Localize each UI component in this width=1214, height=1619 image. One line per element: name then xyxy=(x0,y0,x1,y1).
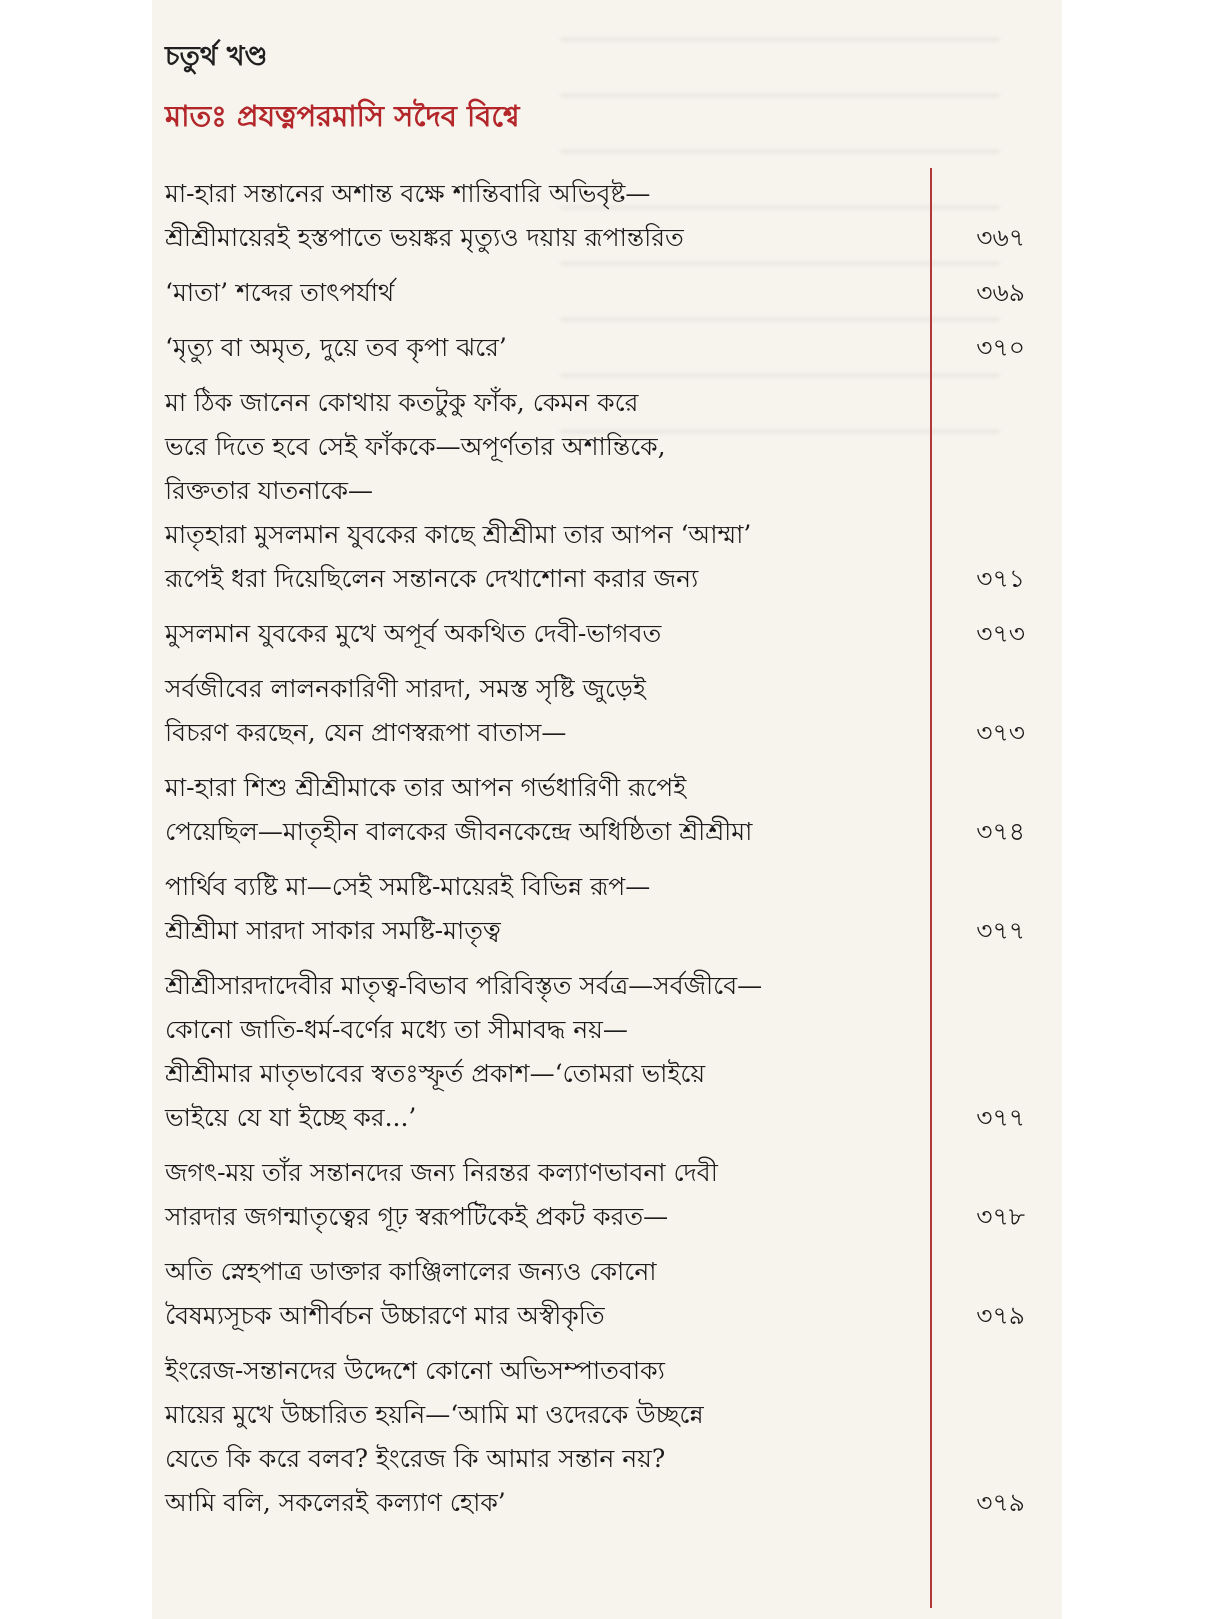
toc-page-number: ৩৭৩ xyxy=(976,619,1025,648)
toc-page-number: ৩৭৩ xyxy=(976,718,1025,747)
toc-entry-text-line: মা-হারা সন্তানের অশান্ত বক্ষে শান্তিবারি অভিবৃষ্ট— xyxy=(165,179,651,208)
toc-entry-text-line: রূপেই ধরা দিয়েছিলেন সন্তানকে দেখাশোনা করার জন্য xyxy=(165,564,699,593)
toc-page-number: ৩৭০ xyxy=(976,333,1025,362)
toc-entry-text-line: ইংরেজ-সন্তানদের উদ্দেশে কোনো অভিসম্পাতবাক্য xyxy=(165,1356,665,1385)
toc-entry-text-line: সারদার জগন্মাতৃত্বের গূঢ় স্বরূপটিকেই প্রকট করত— xyxy=(165,1202,669,1231)
toc-entry-text-line: অতি স্নেহপাত্র ডাক্তার কাঞ্জিলালের জন্যও কোনো xyxy=(165,1257,657,1286)
toc-entry-text-line: ভাইয়ে যে যা ইচ্ছে কর...’ xyxy=(165,1103,417,1132)
toc-entry xyxy=(165,766,1025,854)
toc-page-number: ৩৬৯ xyxy=(976,278,1025,307)
toc-entry xyxy=(165,326,1025,370)
toc-page-number: ৩৭১ xyxy=(976,564,1025,593)
section-title: মাতঃ প্রযত্নপরমাসি সদৈব বিশ্বে xyxy=(165,99,520,133)
toc-entry xyxy=(165,1151,1025,1239)
toc-entry-text-line: মা ঠিক জানেন কোথায় কতটুকু ফাঁক, কেমন করে xyxy=(165,388,639,417)
toc-entry xyxy=(165,865,1025,953)
toc-entry-text-line: মায়ের মুখে উচ্চারিত হয়নি—‘আমি মা ওদেরকে উচ্ছন্নে xyxy=(165,1400,704,1429)
toc-entry-text-line: বিচরণ করছেন, যেন প্রাণস্বরূপা বাতাস— xyxy=(165,718,567,747)
toc-entry-text-line: ‘মাতা’ শব্দের তাৎপর্যার্থ xyxy=(165,278,395,307)
toc-entry-text-line: কোনো জাতি-ধর্ম-বর্ণের মধ্যে তা সীমাবদ্ধ নয়— xyxy=(165,1015,628,1044)
toc-entry-text-line: শ্রীশ্রীসারদাদেবীর মাতৃত্ব-বিভাব পরিবিস্তৃত সর্বত্র—সর্বজীবে— xyxy=(165,971,763,1000)
toc-page-number: ৩৭৯ xyxy=(976,1488,1025,1517)
toc-entry xyxy=(165,271,1025,315)
toc-entry-text-line: শ্রীশ্রীমা সারদা সাকার সমষ্টি-মাতৃত্ব xyxy=(165,916,501,945)
toc-entry-text-line: সর্বজীবের লালনকারিণী সারদা, সমস্ত সৃষ্টি জুড়েই xyxy=(165,674,646,703)
toc-entry xyxy=(165,964,1025,1140)
toc-entries xyxy=(165,172,1025,1536)
toc-entry-text-line: ভরে দিতে হবে সেই ফাঁককে—অপূর্ণতার অশান্তিকে, xyxy=(165,432,666,461)
toc-entry-text-line: জগৎ-ময় তাঁর সন্তানদের জন্য নিরন্তর কল্যাণভাবনা দেবী xyxy=(165,1158,718,1187)
toc-entry-text-line: পেয়েছিল—মাতৃহীন বালকের জীবনকেন্দ্রে অধিষ্ঠিতা শ্রীশ্রীমা xyxy=(165,817,753,846)
toc-entry-text-line: মাতৃহারা মুসলমান যুবকের কাছে শ্রীশ্রীমা তার আপন ‘আম্মা’ xyxy=(165,520,752,549)
toc-entry xyxy=(165,612,1025,656)
toc-entry-text-line: ‘মৃত্যু বা অমৃত, দুয়ে তব কৃপা ঝরে’ xyxy=(165,333,507,362)
toc-entry-text-line: মুসলমান যুবকের মুখে অপূর্ব অকথিত দেবী-ভাগবত xyxy=(165,619,662,648)
toc-entry-text-line: বৈষম্যসূচক আশীর্বচন উচ্চারণে মার অস্বীকৃতি xyxy=(165,1301,605,1330)
toc-entry xyxy=(165,172,1025,260)
toc-page-number: ৩৭৯ xyxy=(976,1301,1025,1330)
toc-entry xyxy=(165,381,1025,601)
toc-entry-text-line: শ্রীশ্রীমায়েরই হস্তপাতে ভয়ঙ্কর মৃত্যুও দয়ায় রূপান্তরিত xyxy=(165,223,684,252)
toc-page-number: ৩৭৭ xyxy=(976,916,1025,945)
toc-entry-text-line: মা-হারা শিশু শ্রীশ্রীমাকে তার আপন গর্ভধারিণী রূপেই xyxy=(165,773,687,802)
toc-page-number: ৩৭৪ xyxy=(976,817,1025,846)
toc-entry-text-line: আমি বলি, সকলেরই কল্যাণ হোক’ xyxy=(165,1488,506,1517)
toc-entry xyxy=(165,1349,1025,1525)
toc-entry-text-line: শ্রীশ্রীমার মাতৃভাবের স্বতঃস্ফূর্ত প্রকাশ—‘তোমরা ভাইয়ে xyxy=(165,1059,706,1088)
toc-page-number: ৩৭৮ xyxy=(976,1202,1025,1231)
toc-entry-text-line: পার্থিব ব্যষ্টি মা—সেই সমষ্টি-মায়েরই বিভিন্ন রূপ— xyxy=(165,872,651,901)
toc-entry-text-line: যেতে কি করে বলব? ইংরেজ কি আমার সন্তান নয়? xyxy=(165,1444,666,1473)
toc-entry xyxy=(165,1250,1025,1338)
toc-entry xyxy=(165,667,1025,755)
toc-page-number: ৩৭৭ xyxy=(976,1103,1025,1132)
toc-page-number: ৩৬৭ xyxy=(976,223,1025,252)
part-title: চতুর্থ খণ্ড xyxy=(165,41,268,72)
toc-entry-text-line: রিক্ততার যাতনাকে— xyxy=(165,476,374,505)
